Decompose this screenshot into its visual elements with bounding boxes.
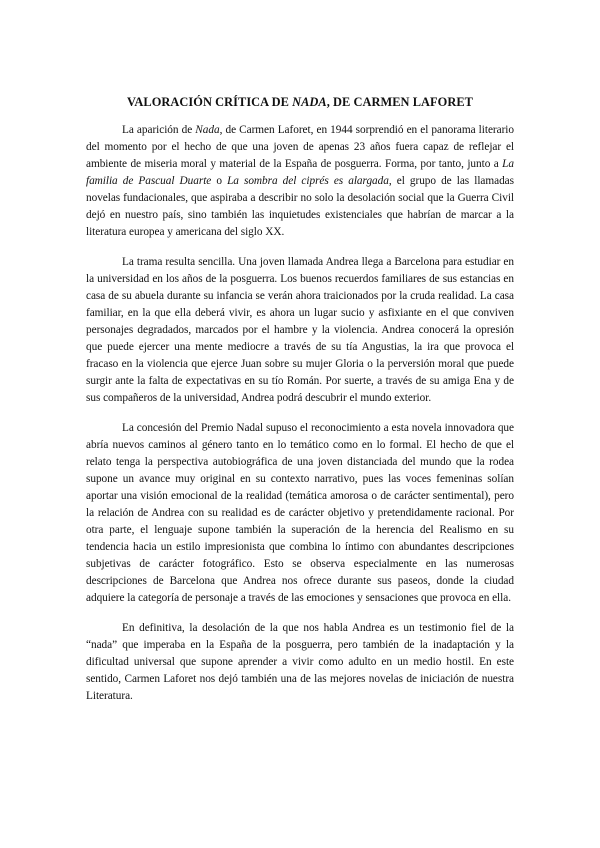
paragraph-1 [86, 122, 514, 241]
paragraph-3 [86, 420, 514, 607]
paragraph-text: La aparición de [122, 124, 196, 136]
document-body [86, 94, 514, 705]
paragraph-text: La concesión del Premio Nadal supuso el reconocimiento a esta novela innovadora que abría nuevos caminos al género tanto en lo temático como en lo formal. El hecho de que el relato tenga la perspectiva autobiográfica de una joven distanciada del mundo que la rodea supone un avance muy original en su contexto narrativo, pues las voces femeninas solían aportar una visión emocional de la realidad (temática amorosa o de carácter sentimental), pero la relación de Andrea con su realidad es de carácter objetivo y pretendidamente racional. Por otra parte, el lenguaje supone también la superación de la herencia del Realismo en su tendencia hacia un estilo impresionista que combina lo íntimo con abundantes descripciones subjetivas de carácter fotográfico. Esto se observa especialmente en las numerosas descripciones de Barcelona que Andrea nos ofrece durante sus paseos, donde la ciudad adquiere la categoría de personaje a través de las emociones y sensaciones que provoca en ella. [86, 422, 514, 604]
paragraph-text: En definitiva, la desolación de la que nos habla Andrea es un testimonio fiel de la “nada” que imperaba en la España de la posguerra, pero también de la inadaptación y la dificultad universal que supone aprender a vivir como adulto en un medio hostil. En este sentido, Carmen Laforet nos dejó también una de las mejores novelas de iniciación de nuestra Literatura. [86, 622, 514, 702]
paragraph-text: , el grupo de las llamadas novelas fundacionales, que aspiraba a describir no solo la desolación social que la Guerra Civil dejó en nuestro país, sino también las inquietudes existenciales que habrían de marcar a la literatura europea y americana del siglo XX. [86, 175, 514, 238]
paragraph-2 [86, 254, 514, 407]
paragraph-text: La trama resulta sencilla. Una joven llamada Andrea llega a Barcelona para estudiar en la universidad en los años de la posguerra. Los buenos recuerdos familiares de sus estancias en casa de su abuela durante su infancia se verán ahora traicionados por la cruda realidad. La casa familiar, en la que ella deberá vivir, es ahora un lugar sucio y asfixiante en el que conviven personajes degradados, marcados por el hambre y la violencia. Andrea conocerá la opresión que puede ejercer una mente mediocre a través de su tía Angustias, la ira que provoca el fracaso en la violencia que ejerce Juan sobre su mujer Gloria o la perversión moral que puede surgir ante la falta de expectativas en su tío Román. Por suerte, a través de su amiga Ena y de sus compañeros de la universidad, Andrea podrá descubrir el mundo exterior. [86, 256, 514, 404]
paragraph-text: o [211, 175, 228, 187]
book-title-ref: Nada [195, 124, 220, 136]
title-book-name: NADA [292, 95, 327, 109]
title-text-end: , DE CARMEN LAFORET [326, 95, 473, 109]
paragraph-4 [86, 620, 514, 705]
book-title-ref: La sombra del ciprés es alargada [227, 175, 389, 187]
title-text-start: VALORACIÓN CRÍTICA DE [127, 95, 293, 109]
paragraph-text: , de Carmen Laforet, en 1944 sorprendió en el panorama literario del momento por el hecho de que una joven de apenas 23 años fuera capaz de reflejar el ambiente de miseria moral y material de la España de posguerra. Forma, por tanto, junto a [86, 124, 514, 170]
document-title [86, 94, 514, 110]
book-title-ref: La familia de Pascual Duarte [86, 158, 514, 187]
